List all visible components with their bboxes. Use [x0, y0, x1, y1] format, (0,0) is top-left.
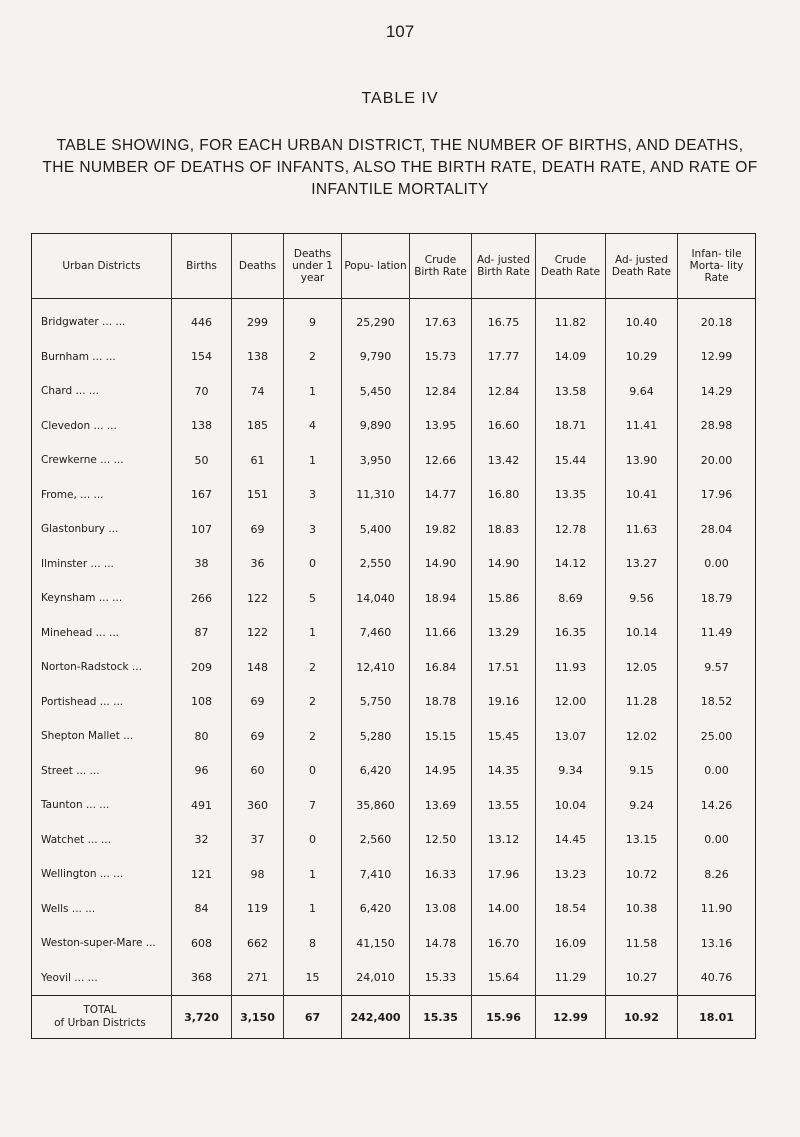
population-cell: 2,550	[342, 547, 410, 582]
crude-birth-rate-cell: 18.94	[410, 581, 472, 616]
infant-mortality-rate-cell: 25.00	[678, 719, 756, 754]
crude-birth-rate-cell: 16.84	[410, 650, 472, 685]
births-cell: 87	[172, 616, 232, 651]
table-footer	[32, 996, 756, 1039]
crude-death-rate-cell: 11.29	[536, 961, 606, 996]
infant-mortality-rate-cell: 20.00	[678, 443, 756, 478]
adjusted-death-rate-cell: 10.38	[606, 892, 678, 927]
total-label-line1: TOTAL	[83, 1004, 117, 1016]
deaths-under-1-cell: 15	[284, 961, 342, 996]
infant-mortality-rate-cell: 28.04	[678, 512, 756, 547]
district-name-cell: Portishead ... ...	[32, 685, 172, 720]
infant-mortality-rate-cell: 8.26	[678, 857, 756, 892]
table-row	[32, 299, 756, 340]
adjusted-death-rate-cell: 10.29	[606, 340, 678, 375]
infant-mortality-rate-cell: 18.52	[678, 685, 756, 720]
table-row	[32, 719, 756, 754]
infant-mortality-rate-cell: 17.96	[678, 478, 756, 513]
infant-mortality-rate-cell: 0.00	[678, 823, 756, 858]
table-caption: TABLE SHOWING, FOR EACH URBAN DISTRICT, THE NUMBER OF BIRTHS, AND DEATHS, THE NUMBER OF DEATHS OF INFANTS, ALSO THE BIRTH RATE, DEATH RATE, AND RATE OF INFANTILE MORTALITY	[42, 137, 758, 198]
adjusted-death-rate-cell: 10.40	[606, 299, 678, 340]
total-births: 3,720	[172, 996, 232, 1039]
table-row	[32, 478, 756, 513]
adjusted-death-rate-cell: 13.90	[606, 443, 678, 478]
district-name-cell: Taunton ... ...	[32, 788, 172, 823]
population-cell: 6,420	[342, 754, 410, 789]
population-cell: 5,400	[342, 512, 410, 547]
adjusted-birth-rate-cell: 18.83	[472, 512, 536, 547]
births-cell: 84	[172, 892, 232, 927]
infant-mortality-rate-cell: 13.16	[678, 926, 756, 961]
crude-death-rate-cell: 11.93	[536, 650, 606, 685]
district-name-cell: Norton-Radstock ...	[32, 650, 172, 685]
crude-death-rate-cell: 14.12	[536, 547, 606, 582]
infant-mortality-rate-cell: 0.00	[678, 547, 756, 582]
crude-birth-rate-cell: 14.90	[410, 547, 472, 582]
population-cell: 3,950	[342, 443, 410, 478]
deaths-under-1-cell: 2	[284, 685, 342, 720]
births-cell: 32	[172, 823, 232, 858]
crude-death-rate-cell: 13.07	[536, 719, 606, 754]
deaths-under-1-cell: 0	[284, 823, 342, 858]
adjusted-death-rate-cell: 9.24	[606, 788, 678, 823]
header-infant-mortality-rate: Infan- tile Morta- lity Rate	[678, 234, 756, 299]
deaths-under-1-cell: 2	[284, 340, 342, 375]
crude-birth-rate-cell: 13.69	[410, 788, 472, 823]
adjusted-birth-rate-cell: 13.42	[472, 443, 536, 478]
deaths-cell: 119	[232, 892, 284, 927]
crude-birth-rate-cell: 15.73	[410, 340, 472, 375]
table-row	[32, 926, 756, 961]
statistics-table	[31, 233, 756, 1039]
table-row	[32, 581, 756, 616]
adjusted-death-rate-cell: 11.41	[606, 409, 678, 444]
adjusted-birth-rate-cell: 16.70	[472, 926, 536, 961]
table-row	[32, 754, 756, 789]
header-adjusted-death-rate: Ad- justed Death Rate	[606, 234, 678, 299]
adjusted-birth-rate-cell: 16.60	[472, 409, 536, 444]
births-cell: 209	[172, 650, 232, 685]
district-name-cell: Bridgwater ... ...	[32, 299, 172, 340]
adjusted-birth-rate-cell: 19.16	[472, 685, 536, 720]
deaths-cell: 299	[232, 299, 284, 340]
crude-death-rate-cell: 16.35	[536, 616, 606, 651]
district-name-cell: Clevedon ... ...	[32, 409, 172, 444]
district-name-cell: Frome, ... ...	[32, 478, 172, 513]
total-deaths-under-1: 67	[284, 996, 342, 1039]
infant-mortality-rate-cell: 14.26	[678, 788, 756, 823]
adjusted-birth-rate-cell: 12.84	[472, 374, 536, 409]
header-crude-birth-rate: Crude Birth Rate	[410, 234, 472, 299]
adjusted-birth-rate-cell: 17.51	[472, 650, 536, 685]
adjusted-death-rate-cell: 12.02	[606, 719, 678, 754]
infant-mortality-rate-cell: 12.99	[678, 340, 756, 375]
table-row	[32, 823, 756, 858]
adjusted-death-rate-cell: 10.14	[606, 616, 678, 651]
population-cell: 5,750	[342, 685, 410, 720]
district-name-cell: Watchet ... ...	[32, 823, 172, 858]
district-name-cell: Crewkerne ... ...	[32, 443, 172, 478]
district-name-cell: Chard ... ...	[32, 374, 172, 409]
population-cell: 2,560	[342, 823, 410, 858]
total-crude-birth-rate: 15.35	[410, 996, 472, 1039]
header-crude-death-rate: Crude Death Rate	[536, 234, 606, 299]
deaths-under-1-cell: 7	[284, 788, 342, 823]
adjusted-death-rate-cell: 11.58	[606, 926, 678, 961]
deaths-cell: 138	[232, 340, 284, 375]
births-cell: 608	[172, 926, 232, 961]
deaths-under-1-cell: 4	[284, 409, 342, 444]
adjusted-birth-rate-cell: 14.90	[472, 547, 536, 582]
adjusted-birth-rate-cell: 14.00	[472, 892, 536, 927]
district-name-cell: Wells ... ...	[32, 892, 172, 927]
adjusted-death-rate-cell: 10.27	[606, 961, 678, 996]
crude-birth-rate-cell: 15.33	[410, 961, 472, 996]
births-cell: 266	[172, 581, 232, 616]
births-cell: 80	[172, 719, 232, 754]
deaths-cell: 74	[232, 374, 284, 409]
deaths-cell: 151	[232, 478, 284, 513]
deaths-under-1-cell: 1	[284, 857, 342, 892]
births-cell: 38	[172, 547, 232, 582]
crude-death-rate-cell: 13.23	[536, 857, 606, 892]
crude-birth-rate-cell: 14.95	[410, 754, 472, 789]
crude-birth-rate-cell: 19.82	[410, 512, 472, 547]
population-cell: 25,290	[342, 299, 410, 340]
births-cell: 121	[172, 857, 232, 892]
births-cell: 70	[172, 374, 232, 409]
table-row	[32, 788, 756, 823]
table-row	[32, 512, 756, 547]
deaths-under-1-cell: 5	[284, 581, 342, 616]
population-cell: 9,890	[342, 409, 410, 444]
crude-birth-rate-cell: 13.08	[410, 892, 472, 927]
infant-mortality-rate-cell: 9.57	[678, 650, 756, 685]
deaths-cell: 662	[232, 926, 284, 961]
adjusted-birth-rate-cell: 16.80	[472, 478, 536, 513]
table-row	[32, 650, 756, 685]
infant-mortality-rate-cell: 14.29	[678, 374, 756, 409]
deaths-cell: 122	[232, 616, 284, 651]
table-row	[32, 374, 756, 409]
header-deaths-under-1: Deaths under 1 year	[284, 234, 342, 299]
total-population: 242,400	[342, 996, 410, 1039]
adjusted-death-rate-cell: 12.05	[606, 650, 678, 685]
deaths-cell: 60	[232, 754, 284, 789]
population-cell: 11,310	[342, 478, 410, 513]
population-cell: 41,150	[342, 926, 410, 961]
births-cell: 368	[172, 961, 232, 996]
births-cell: 138	[172, 409, 232, 444]
adjusted-birth-rate-cell: 13.29	[472, 616, 536, 651]
deaths-cell: 185	[232, 409, 284, 444]
header-population: Popu- lation	[342, 234, 410, 299]
table-title: TABLE IV	[361, 90, 439, 107]
deaths-cell: 37	[232, 823, 284, 858]
infant-mortality-rate-cell: 40.76	[678, 961, 756, 996]
births-cell: 154	[172, 340, 232, 375]
crude-birth-rate-cell: 14.78	[410, 926, 472, 961]
deaths-under-1-cell: 9	[284, 299, 342, 340]
deaths-cell: 69	[232, 685, 284, 720]
infant-mortality-rate-cell: 18.79	[678, 581, 756, 616]
deaths-under-1-cell: 1	[284, 374, 342, 409]
total-deaths: 3,150	[232, 996, 284, 1039]
adjusted-death-rate-cell: 13.15	[606, 823, 678, 858]
crude-birth-rate-cell: 17.63	[410, 299, 472, 340]
deaths-cell: 98	[232, 857, 284, 892]
population-cell: 7,410	[342, 857, 410, 892]
adjusted-death-rate-cell: 11.28	[606, 685, 678, 720]
adjusted-death-rate-cell: 10.72	[606, 857, 678, 892]
population-cell: 9,790	[342, 340, 410, 375]
crude-birth-rate-cell: 11.66	[410, 616, 472, 651]
district-name-cell: Keynsham ... ...	[32, 581, 172, 616]
crude-death-rate-cell: 18.54	[536, 892, 606, 927]
crude-death-rate-cell: 13.58	[536, 374, 606, 409]
header-births: Births	[172, 234, 232, 299]
adjusted-death-rate-cell: 13.27	[606, 547, 678, 582]
deaths-cell: 61	[232, 443, 284, 478]
total-crude-death-rate: 12.99	[536, 996, 606, 1039]
deaths-cell: 69	[232, 512, 284, 547]
population-cell: 5,280	[342, 719, 410, 754]
crude-birth-rate-cell: 14.77	[410, 478, 472, 513]
deaths-under-1-cell: 0	[284, 754, 342, 789]
district-name-cell: Yeovil ... ...	[32, 961, 172, 996]
table-row	[32, 892, 756, 927]
district-name-cell: Glastonbury ...	[32, 512, 172, 547]
total-adjusted-death-rate: 10.92	[606, 996, 678, 1039]
births-cell: 50	[172, 443, 232, 478]
adjusted-birth-rate-cell: 15.45	[472, 719, 536, 754]
crude-death-rate-cell: 9.34	[536, 754, 606, 789]
deaths-under-1-cell: 0	[284, 547, 342, 582]
total-row	[32, 996, 756, 1039]
header-district: Urban Districts	[32, 234, 172, 299]
infant-mortality-rate-cell: 11.90	[678, 892, 756, 927]
page-number: 107	[385, 22, 415, 41]
deaths-under-1-cell: 8	[284, 926, 342, 961]
crude-birth-rate-cell: 15.15	[410, 719, 472, 754]
district-name-cell: Street ... ...	[32, 754, 172, 789]
crude-birth-rate-cell: 13.95	[410, 409, 472, 444]
table-row	[32, 616, 756, 651]
births-cell: 446	[172, 299, 232, 340]
table-row	[32, 961, 756, 996]
total-infant-mortality-rate: 18.01	[678, 996, 756, 1039]
population-cell: 5,450	[342, 374, 410, 409]
district-name-cell: Wellington ... ...	[32, 857, 172, 892]
deaths-under-1-cell: 1	[284, 892, 342, 927]
total-adjusted-birth-rate: 15.96	[472, 996, 536, 1039]
adjusted-birth-rate-cell: 14.35	[472, 754, 536, 789]
crude-death-rate-cell: 13.35	[536, 478, 606, 513]
infant-mortality-rate-cell: 20.18	[678, 299, 756, 340]
total-label	[32, 996, 172, 1039]
district-name-cell: Ilminster ... ...	[32, 547, 172, 582]
crude-birth-rate-cell: 12.84	[410, 374, 472, 409]
population-cell: 7,460	[342, 616, 410, 651]
adjusted-birth-rate-cell: 16.75	[472, 299, 536, 340]
adjusted-death-rate-cell: 10.41	[606, 478, 678, 513]
crude-death-rate-cell: 16.09	[536, 926, 606, 961]
deaths-cell: 360	[232, 788, 284, 823]
table-row	[32, 547, 756, 582]
adjusted-death-rate-cell: 11.63	[606, 512, 678, 547]
deaths-under-1-cell: 2	[284, 719, 342, 754]
adjusted-death-rate-cell: 9.64	[606, 374, 678, 409]
population-cell: 6,420	[342, 892, 410, 927]
table-header	[32, 234, 756, 299]
adjusted-death-rate-cell: 9.15	[606, 754, 678, 789]
infant-mortality-rate-cell: 28.98	[678, 409, 756, 444]
crude-death-rate-cell: 8.69	[536, 581, 606, 616]
deaths-cell: 36	[232, 547, 284, 582]
deaths-under-1-cell: 3	[284, 478, 342, 513]
population-cell: 14,040	[342, 581, 410, 616]
deaths-under-1-cell: 1	[284, 616, 342, 651]
births-cell: 108	[172, 685, 232, 720]
population-cell: 12,410	[342, 650, 410, 685]
crude-birth-rate-cell: 12.66	[410, 443, 472, 478]
table-row	[32, 409, 756, 444]
district-name-cell: Weston-super-Mare ...	[32, 926, 172, 961]
births-cell: 96	[172, 754, 232, 789]
adjusted-birth-rate-cell: 13.12	[472, 823, 536, 858]
births-cell: 491	[172, 788, 232, 823]
crude-death-rate-cell: 15.44	[536, 443, 606, 478]
crude-death-rate-cell: 12.78	[536, 512, 606, 547]
table-body	[32, 299, 756, 996]
district-name-cell: Burnham ... ...	[32, 340, 172, 375]
crude-death-rate-cell: 14.09	[536, 340, 606, 375]
crude-death-rate-cell: 12.00	[536, 685, 606, 720]
adjusted-birth-rate-cell: 17.96	[472, 857, 536, 892]
population-cell: 35,860	[342, 788, 410, 823]
births-cell: 167	[172, 478, 232, 513]
adjusted-death-rate-cell: 9.56	[606, 581, 678, 616]
crude-death-rate-cell: 11.82	[536, 299, 606, 340]
deaths-under-1-cell: 2	[284, 650, 342, 685]
deaths-cell: 148	[232, 650, 284, 685]
header-adjusted-birth-rate: Ad- justed Birth Rate	[472, 234, 536, 299]
adjusted-birth-rate-cell: 15.86	[472, 581, 536, 616]
district-name-cell: Minehead ... ...	[32, 616, 172, 651]
adjusted-birth-rate-cell: 17.77	[472, 340, 536, 375]
infant-mortality-rate-cell: 11.49	[678, 616, 756, 651]
deaths-cell: 69	[232, 719, 284, 754]
crude-death-rate-cell: 10.04	[536, 788, 606, 823]
district-name-cell: Shepton Mallet ...	[32, 719, 172, 754]
table-row	[32, 857, 756, 892]
table-row	[32, 340, 756, 375]
adjusted-birth-rate-cell: 13.55	[472, 788, 536, 823]
births-cell: 107	[172, 512, 232, 547]
deaths-under-1-cell: 3	[284, 512, 342, 547]
infant-mortality-rate-cell: 0.00	[678, 754, 756, 789]
crude-death-rate-cell: 14.45	[536, 823, 606, 858]
population-cell: 24,010	[342, 961, 410, 996]
crude-birth-rate-cell: 16.33	[410, 857, 472, 892]
crude-birth-rate-cell: 18.78	[410, 685, 472, 720]
total-label-line2: of Urban Districts	[54, 1017, 146, 1029]
table-row	[32, 685, 756, 720]
adjusted-birth-rate-cell: 15.64	[472, 961, 536, 996]
crude-birth-rate-cell: 12.50	[410, 823, 472, 858]
deaths-cell: 271	[232, 961, 284, 996]
deaths-cell: 122	[232, 581, 284, 616]
deaths-under-1-cell: 1	[284, 443, 342, 478]
header-deaths: Deaths	[232, 234, 284, 299]
crude-death-rate-cell: 18.71	[536, 409, 606, 444]
table-row	[32, 443, 756, 478]
